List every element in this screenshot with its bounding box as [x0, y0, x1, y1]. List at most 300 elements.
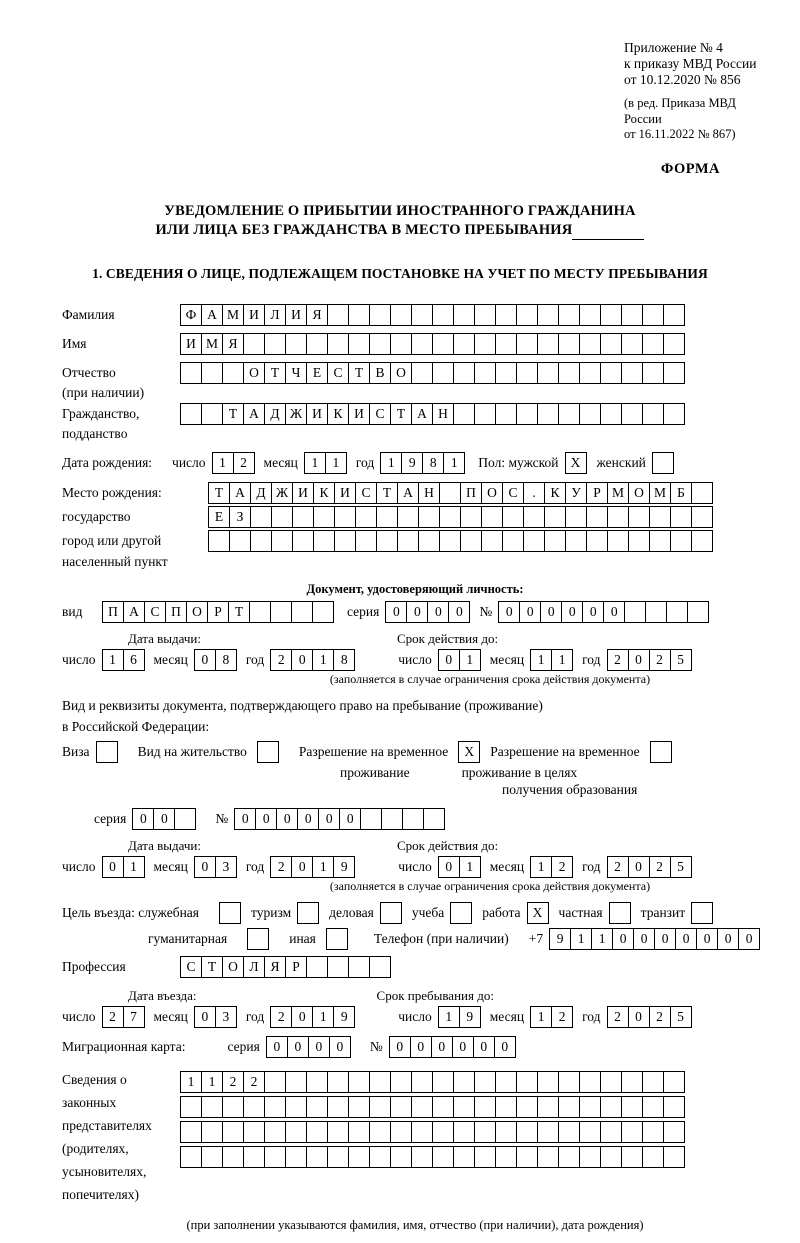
doc-valid-day-cells[interactable] [438, 649, 480, 671]
form-cell[interactable] [397, 506, 419, 528]
form-cell[interactable] [222, 362, 244, 384]
form-cell[interactable]: И [243, 304, 265, 326]
form-cell[interactable]: 2 [649, 649, 671, 671]
birth-place-city-cells[interactable] [208, 506, 712, 528]
form-cell[interactable]: М [607, 482, 629, 504]
form-cell[interactable] [600, 1096, 622, 1118]
form-cell[interactable] [327, 1146, 349, 1168]
form-cell[interactable] [376, 530, 398, 552]
form-cell[interactable] [243, 1121, 265, 1143]
form-cell[interactable]: С [369, 403, 391, 425]
form-cell[interactable]: 3 [215, 856, 237, 878]
doc-series-cells[interactable] [385, 601, 469, 623]
form-cell[interactable]: 0 [633, 928, 655, 950]
form-cell[interactable] [453, 1121, 475, 1143]
form-cell[interactable] [453, 362, 475, 384]
form-cell[interactable] [271, 530, 293, 552]
form-cell[interactable] [369, 1121, 391, 1143]
form-cell[interactable] [208, 530, 230, 552]
form-cell[interactable] [537, 1146, 559, 1168]
form-cell[interactable] [558, 1121, 580, 1143]
form-cell[interactable] [642, 1096, 664, 1118]
form-cell[interactable]: О [222, 956, 244, 978]
surname-cells[interactable] [180, 304, 684, 326]
form-cell[interactable] [642, 333, 664, 355]
form-cell[interactable] [369, 304, 391, 326]
form-cell[interactable]: 0 [675, 928, 697, 950]
form-cell[interactable] [516, 1146, 538, 1168]
form-cell[interactable]: А [411, 403, 433, 425]
form-cell[interactable] [348, 304, 370, 326]
form-cell[interactable] [250, 530, 272, 552]
form-cell[interactable] [369, 956, 391, 978]
form-cell[interactable]: 1 [459, 856, 481, 878]
form-cell[interactable]: Т [201, 956, 223, 978]
form-cell[interactable] [390, 1096, 412, 1118]
form-cell[interactable] [642, 1071, 664, 1093]
form-cell[interactable] [390, 333, 412, 355]
form-cell[interactable] [306, 1146, 328, 1168]
form-cell[interactable]: 0 [297, 808, 319, 830]
form-cell[interactable] [334, 506, 356, 528]
form-cell[interactable] [579, 362, 601, 384]
form-cell[interactable] [579, 333, 601, 355]
form-cell[interactable] [495, 1146, 517, 1168]
form-cell[interactable]: М [222, 304, 244, 326]
form-cell[interactable] [312, 601, 334, 623]
form-cell[interactable]: 1 [304, 452, 326, 474]
stay-valid-day-cells[interactable] [438, 856, 480, 878]
form-cell[interactable] [663, 1096, 685, 1118]
form-cell[interactable]: 9 [459, 1006, 481, 1028]
form-cell[interactable]: Б [670, 482, 692, 504]
stay-valid-month-cells[interactable] [530, 856, 572, 878]
form-cell[interactable] [327, 304, 349, 326]
birth-year-cells[interactable] [380, 452, 464, 474]
form-cell[interactable] [649, 530, 671, 552]
form-cell[interactable] [663, 304, 685, 326]
form-cell[interactable] [423, 808, 445, 830]
form-cell[interactable] [369, 333, 391, 355]
form-cell[interactable] [621, 362, 643, 384]
form-cell[interactable] [411, 333, 433, 355]
form-cell[interactable] [306, 333, 328, 355]
stay-number-cells[interactable] [234, 808, 444, 830]
form-cell[interactable] [474, 403, 496, 425]
entry-year-cells[interactable] [270, 1006, 354, 1028]
form-cell[interactable] [558, 1071, 580, 1093]
form-cell[interactable]: 1 [459, 649, 481, 671]
form-cell[interactable]: 6 [123, 649, 145, 671]
form-cell[interactable] [222, 1121, 244, 1143]
form-cell[interactable]: 1 [123, 856, 145, 878]
form-cell[interactable] [285, 1121, 307, 1143]
form-cell[interactable]: 9 [333, 856, 355, 878]
form-cell[interactable]: 2 [551, 856, 573, 878]
form-cell[interactable] [516, 333, 538, 355]
form-cell[interactable] [516, 1071, 538, 1093]
form-cell[interactable] [348, 1146, 370, 1168]
form-cell[interactable] [271, 506, 293, 528]
form-cell[interactable] [586, 530, 608, 552]
form-cell[interactable]: 2 [649, 856, 671, 878]
form-cell[interactable] [292, 506, 314, 528]
form-cell[interactable]: К [544, 482, 566, 504]
form-cell[interactable]: 0 [132, 808, 154, 830]
form-cell[interactable]: 0 [628, 1006, 650, 1028]
form-cell[interactable] [537, 333, 559, 355]
form-cell[interactable]: 0 [603, 601, 625, 623]
form-cell[interactable]: Т [348, 362, 370, 384]
form-cell[interactable] [579, 1146, 601, 1168]
form-cell[interactable] [285, 1146, 307, 1168]
form-cell[interactable]: 8 [422, 452, 444, 474]
form-cell[interactable]: 2 [243, 1071, 265, 1093]
form-cell[interactable] [291, 601, 313, 623]
form-cell[interactable]: Ж [285, 403, 307, 425]
form-cell[interactable] [474, 1121, 496, 1143]
form-cell[interactable] [180, 1096, 202, 1118]
form-cell[interactable] [558, 403, 580, 425]
form-cell[interactable] [516, 1096, 538, 1118]
form-cell[interactable] [264, 1071, 286, 1093]
form-cell[interactable] [439, 506, 461, 528]
form-cell[interactable] [624, 601, 646, 623]
form-cell[interactable] [558, 1096, 580, 1118]
visa-checkbox[interactable] [96, 741, 118, 763]
form-cell[interactable]: 0 [194, 1006, 216, 1028]
form-cell[interactable] [453, 304, 475, 326]
doc-valid-month-cells[interactable] [530, 649, 572, 671]
form-cell[interactable] [663, 1071, 685, 1093]
form-cell[interactable]: В [369, 362, 391, 384]
form-cell[interactable]: Е [306, 362, 328, 384]
form-cell[interactable]: 0 [234, 808, 256, 830]
form-cell[interactable] [243, 1146, 265, 1168]
form-cell[interactable]: 8 [215, 649, 237, 671]
form-cell[interactable] [642, 304, 664, 326]
form-cell[interactable]: 1 [312, 1006, 334, 1028]
form-cell[interactable]: 5 [670, 1006, 692, 1028]
form-cell[interactable]: А [397, 482, 419, 504]
form-cell[interactable]: 7 [123, 1006, 145, 1028]
form-cell[interactable] [670, 506, 692, 528]
form-cell[interactable] [432, 333, 454, 355]
form-cell[interactable]: К [327, 403, 349, 425]
form-cell[interactable]: 0 [102, 856, 124, 878]
form-cell[interactable]: 2 [270, 856, 292, 878]
form-cell[interactable] [432, 1121, 454, 1143]
form-cell[interactable]: 9 [333, 1006, 355, 1028]
form-cell[interactable] [579, 403, 601, 425]
form-cell[interactable] [180, 1121, 202, 1143]
form-cell[interactable] [544, 506, 566, 528]
form-cell[interactable]: 1 [325, 452, 347, 474]
form-cell[interactable]: 5 [670, 649, 692, 671]
form-cell[interactable] [586, 506, 608, 528]
doc-kind-cells[interactable] [102, 601, 333, 623]
form-cell[interactable] [432, 304, 454, 326]
form-cell[interactable]: 0 [389, 1036, 411, 1058]
birth-place-state-cells[interactable] [208, 482, 712, 504]
doc-issue-day-cells[interactable] [102, 649, 144, 671]
form-cell[interactable]: 0 [194, 649, 216, 671]
form-cell[interactable] [607, 530, 629, 552]
form-cell[interactable]: 0 [540, 601, 562, 623]
form-cell[interactable] [369, 1146, 391, 1168]
form-cell[interactable] [565, 506, 587, 528]
purpose-transit-checkbox[interactable] [691, 902, 713, 924]
form-cell[interactable] [516, 304, 538, 326]
form-cell[interactable]: А [201, 304, 223, 326]
form-cell[interactable] [481, 530, 503, 552]
form-cell[interactable] [453, 1071, 475, 1093]
form-cell[interactable] [516, 362, 538, 384]
form-cell[interactable]: 0 [255, 808, 277, 830]
stay-issue-year-cells[interactable] [270, 856, 354, 878]
form-cell[interactable] [600, 1121, 622, 1143]
form-cell[interactable]: 0 [410, 1036, 432, 1058]
form-cell[interactable] [621, 1096, 643, 1118]
form-cell[interactable] [579, 1121, 601, 1143]
form-cell[interactable]: Д [250, 482, 272, 504]
form-cell[interactable] [642, 403, 664, 425]
form-cell[interactable] [537, 362, 559, 384]
form-cell[interactable] [249, 601, 271, 623]
form-cell[interactable] [621, 333, 643, 355]
profession-cells[interactable] [180, 956, 390, 978]
migration-series-cells[interactable] [266, 1036, 350, 1058]
form-cell[interactable] [579, 1096, 601, 1118]
form-cell[interactable]: А [123, 601, 145, 623]
form-cell[interactable]: 0 [628, 649, 650, 671]
form-cell[interactable]: 0 [612, 928, 634, 950]
form-cell[interactable]: 5 [670, 856, 692, 878]
form-cell[interactable] [600, 403, 622, 425]
form-cell[interactable]: М [201, 333, 223, 355]
form-cell[interactable] [348, 1071, 370, 1093]
stay-issue-day-cells[interactable] [102, 856, 144, 878]
form-cell[interactable] [663, 1146, 685, 1168]
form-cell[interactable]: 2 [270, 649, 292, 671]
birth-place-extra-cells[interactable] [208, 530, 712, 552]
form-cell[interactable]: Т [376, 482, 398, 504]
form-cell[interactable]: О [186, 601, 208, 623]
form-cell[interactable] [411, 1121, 433, 1143]
form-cell[interactable]: Л [264, 304, 286, 326]
birth-day-cells[interactable] [212, 452, 254, 474]
form-cell[interactable]: 0 [628, 856, 650, 878]
stay-end-month-cells[interactable] [530, 1006, 572, 1028]
form-cell[interactable] [474, 333, 496, 355]
form-cell[interactable] [264, 333, 286, 355]
form-cell[interactable]: С [355, 482, 377, 504]
form-cell[interactable] [474, 1071, 496, 1093]
form-cell[interactable]: 0 [696, 928, 718, 950]
form-cell[interactable] [201, 1096, 223, 1118]
form-cell[interactable] [222, 1146, 244, 1168]
form-cell[interactable] [334, 530, 356, 552]
form-cell[interactable] [537, 1096, 559, 1118]
form-cell[interactable]: О [481, 482, 503, 504]
form-cell[interactable]: 0 [494, 1036, 516, 1058]
form-cell[interactable]: 2 [551, 1006, 573, 1028]
form-cell[interactable] [201, 1121, 223, 1143]
form-cell[interactable]: 0 [339, 808, 361, 830]
form-cell[interactable] [432, 362, 454, 384]
form-cell[interactable] [180, 362, 202, 384]
form-cell[interactable] [285, 1071, 307, 1093]
form-cell[interactable]: Я [306, 304, 328, 326]
form-cell[interactable]: Т [264, 362, 286, 384]
form-cell[interactable]: 9 [401, 452, 423, 474]
form-cell[interactable]: 2 [270, 1006, 292, 1028]
purpose-business-checkbox[interactable] [380, 902, 402, 924]
form-cell[interactable]: Я [222, 333, 244, 355]
form-cell[interactable] [663, 362, 685, 384]
form-cell[interactable] [418, 530, 440, 552]
form-cell[interactable] [558, 304, 580, 326]
form-cell[interactable]: А [243, 403, 265, 425]
form-cell[interactable] [600, 362, 622, 384]
form-cell[interactable] [628, 530, 650, 552]
form-cell[interactable] [687, 601, 709, 623]
form-cell[interactable]: Р [285, 956, 307, 978]
legal-reps-row[interactable] [180, 1146, 684, 1168]
form-cell[interactable] [381, 808, 403, 830]
form-cell[interactable] [460, 530, 482, 552]
form-cell[interactable] [432, 1096, 454, 1118]
form-cell[interactable] [453, 1096, 475, 1118]
form-cell[interactable]: Е [208, 506, 230, 528]
form-cell[interactable] [411, 1096, 433, 1118]
form-cell[interactable] [369, 1096, 391, 1118]
purpose-other-checkbox[interactable] [326, 928, 348, 950]
form-cell[interactable]: 0 [385, 601, 407, 623]
form-cell[interactable]: 9 [549, 928, 571, 950]
legal-reps-row[interactable] [180, 1071, 684, 1093]
form-cell[interactable]: П [460, 482, 482, 504]
form-cell[interactable] [411, 1146, 433, 1168]
doc-issue-year-cells[interactable] [270, 649, 354, 671]
form-cell[interactable]: 0 [427, 601, 449, 623]
form-cell[interactable]: 1 [102, 649, 124, 671]
form-cell[interactable] [502, 530, 524, 552]
form-cell[interactable] [474, 1096, 496, 1118]
form-cell[interactable]: П [165, 601, 187, 623]
stay-issue-month-cells[interactable] [194, 856, 236, 878]
form-cell[interactable] [180, 1146, 202, 1168]
form-cell[interactable]: 0 [287, 1036, 309, 1058]
form-cell[interactable]: Т [390, 403, 412, 425]
form-cell[interactable] [691, 506, 713, 528]
form-cell[interactable]: 2 [607, 1006, 629, 1028]
citizenship-cells[interactable] [180, 403, 684, 425]
form-cell[interactable] [201, 403, 223, 425]
form-cell[interactable]: 0 [519, 601, 541, 623]
form-cell[interactable]: Н [432, 403, 454, 425]
form-cell[interactable]: Ф [180, 304, 202, 326]
form-cell[interactable]: 0 [473, 1036, 495, 1058]
form-cell[interactable] [348, 956, 370, 978]
form-cell[interactable] [621, 304, 643, 326]
form-cell[interactable]: 0 [452, 1036, 474, 1058]
form-cell[interactable] [285, 333, 307, 355]
form-cell[interactable]: 3 [215, 1006, 237, 1028]
legal-reps-row[interactable] [180, 1096, 684, 1118]
form-cell[interactable] [642, 1121, 664, 1143]
form-cell[interactable] [649, 506, 671, 528]
form-cell[interactable]: И [180, 333, 202, 355]
form-cell[interactable] [313, 530, 335, 552]
purpose-study-checkbox[interactable] [450, 902, 472, 924]
form-cell[interactable] [180, 403, 202, 425]
form-cell[interactable] [411, 304, 433, 326]
temp-residence-checkbox[interactable]: X [458, 741, 480, 763]
form-cell[interactable] [348, 1096, 370, 1118]
form-cell[interactable]: С [502, 482, 524, 504]
form-cell[interactable] [558, 362, 580, 384]
form-cell[interactable] [600, 1071, 622, 1093]
form-cell[interactable] [360, 808, 382, 830]
form-cell[interactable] [222, 1096, 244, 1118]
form-cell[interactable] [348, 1121, 370, 1143]
stay-series-cells[interactable] [132, 808, 195, 830]
form-cell[interactable]: 2 [649, 1006, 671, 1028]
form-cell[interactable]: С [180, 956, 202, 978]
form-cell[interactable] [670, 530, 692, 552]
form-cell[interactable] [264, 1121, 286, 1143]
entry-month-cells[interactable] [194, 1006, 236, 1028]
edu-residence-checkbox[interactable] [650, 741, 672, 763]
form-cell[interactable] [537, 304, 559, 326]
form-cell[interactable]: 1 [201, 1071, 223, 1093]
form-cell[interactable] [397, 530, 419, 552]
form-cell[interactable]: Ч [285, 362, 307, 384]
form-cell[interactable]: А [229, 482, 251, 504]
form-cell[interactable]: Р [207, 601, 229, 623]
form-cell[interactable] [495, 362, 517, 384]
form-cell[interactable]: О [390, 362, 412, 384]
form-cell[interactable]: 0 [438, 649, 460, 671]
form-cell[interactable] [306, 1096, 328, 1118]
form-cell[interactable]: Р [586, 482, 608, 504]
form-cell[interactable]: Т [222, 403, 244, 425]
form-cell[interactable]: 1 [212, 452, 234, 474]
form-cell[interactable] [642, 362, 664, 384]
form-cell[interactable]: С [327, 362, 349, 384]
form-cell[interactable]: К [313, 482, 335, 504]
form-cell[interactable] [474, 362, 496, 384]
form-cell[interactable] [481, 506, 503, 528]
form-cell[interactable] [201, 1146, 223, 1168]
form-cell[interactable] [411, 1071, 433, 1093]
form-cell[interactable]: 1 [530, 856, 552, 878]
form-cell[interactable] [523, 506, 545, 528]
form-cell[interactable] [516, 1121, 538, 1143]
form-cell[interactable]: 2 [607, 649, 629, 671]
form-cell[interactable]: 1 [443, 452, 465, 474]
form-cell[interactable]: 0 [582, 601, 604, 623]
form-cell[interactable]: 2 [102, 1006, 124, 1028]
form-cell[interactable] [201, 362, 223, 384]
form-cell[interactable] [642, 1146, 664, 1168]
form-cell[interactable]: 0 [153, 808, 175, 830]
form-cell[interactable]: 1 [530, 1006, 552, 1028]
form-cell[interactable]: 0 [291, 649, 313, 671]
form-cell[interactable] [537, 1071, 559, 1093]
form-cell[interactable]: 1 [312, 856, 334, 878]
